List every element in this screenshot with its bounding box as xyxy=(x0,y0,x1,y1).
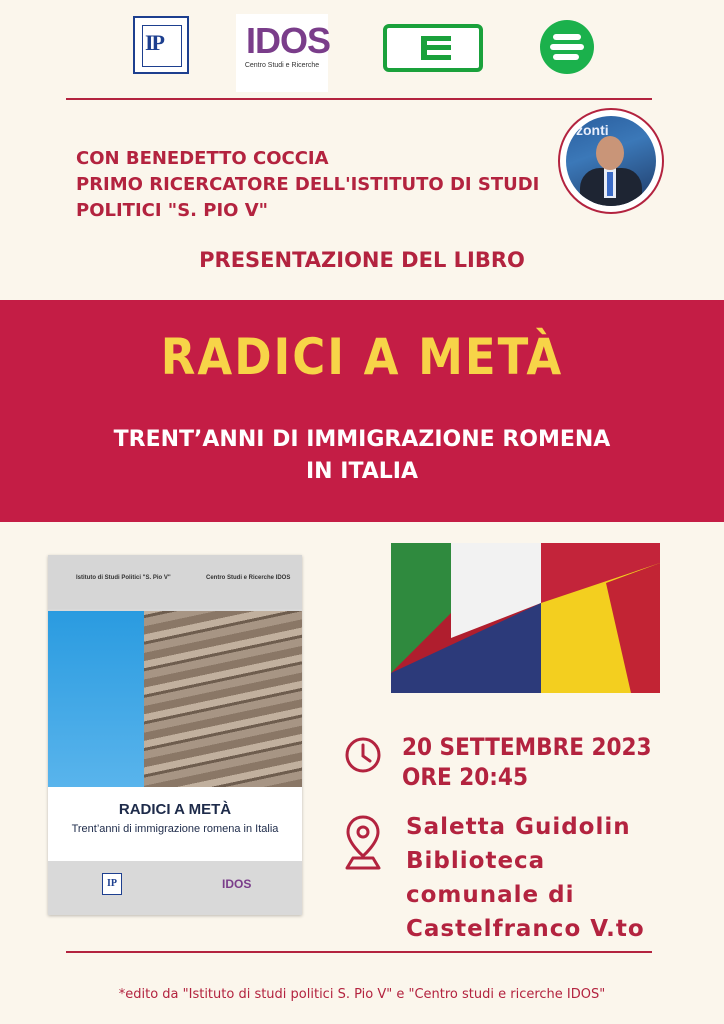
location-pin-icon xyxy=(344,814,382,870)
cover-title: RADICI A METÀ xyxy=(118,801,232,818)
flags-image xyxy=(391,543,660,693)
idos-logo xyxy=(236,14,331,92)
speaker-role-cont: POLITICI "S. PIO V" xyxy=(76,200,269,221)
speaker-role: PRIMO RICERCATORE DELL'ISTITUTO DI STUDI xyxy=(76,174,540,195)
speaker-portrait: zonti xyxy=(558,108,664,214)
presentation-heading: PRESENTAZIONE DEL LIBRO xyxy=(199,248,525,272)
location-line-1: Saletta Guidolin xyxy=(406,814,631,840)
cover-idos-logo: IDOS xyxy=(222,877,252,891)
istituto-pio-v-logo xyxy=(133,16,189,74)
book-title: RADICI A METÀ xyxy=(160,328,564,386)
green-e-logo xyxy=(383,24,483,72)
cover-ip-logo: IP xyxy=(102,873,122,895)
event-datetime xyxy=(402,732,652,792)
footnote: *edito da "Istituto di studi politici S. Pio V" e "Centro studi e ricerche IDOS" xyxy=(118,987,606,1002)
cover-sky xyxy=(48,611,144,787)
cover-subtitle: Trent’anni di immigrazione romena in Italia xyxy=(71,823,279,835)
green-circle-logo xyxy=(540,20,594,74)
top-divider xyxy=(66,98,652,100)
speaker-info xyxy=(76,146,539,224)
event-location xyxy=(406,810,645,946)
event-time: ORE 20:45 xyxy=(402,763,528,791)
italy-romania-flags xyxy=(391,543,660,693)
location-line-2: Biblioteca xyxy=(406,848,546,874)
cover-column-image xyxy=(144,611,302,787)
location-line-3: comunale di xyxy=(406,882,575,908)
clock-icon xyxy=(344,736,382,774)
idos-logo-text: IDOS xyxy=(246,20,331,61)
speaker-name: CON BENEDETTO COCCIA xyxy=(76,148,329,169)
book-subtitle xyxy=(0,424,724,488)
idos-logo-subtitle: Centro Studi e Ricerche xyxy=(244,62,320,69)
cover-publisher-right: Centro Studi e Ricerche IDOS xyxy=(206,575,291,581)
event-date: 20 SETTEMBRE 2023 xyxy=(402,733,652,761)
subtitle-line-2: IN ITALIA xyxy=(306,459,418,484)
bottom-divider xyxy=(66,951,652,953)
book-cover xyxy=(48,555,302,915)
istituto-logo-text: IP xyxy=(145,30,163,55)
cover-publisher-left: Istituto di Studi Politici "S. Pio V" xyxy=(76,575,171,581)
subtitle-line-1: TRENT’ANNI DI IMMIGRAZIONE ROMENA xyxy=(113,427,611,452)
location-line-4: Castelfranco V.to xyxy=(406,916,645,942)
